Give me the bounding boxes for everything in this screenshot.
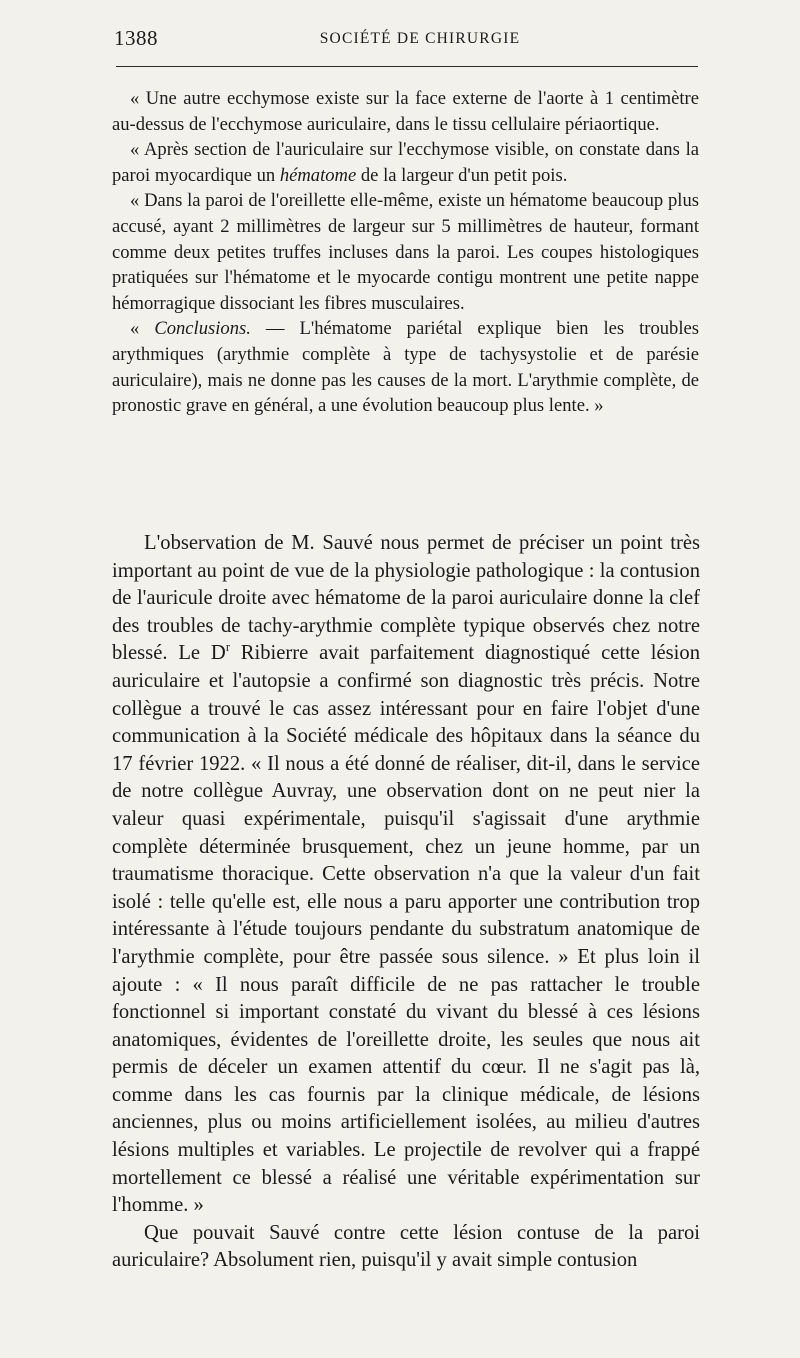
header-rule	[116, 66, 698, 67]
quote-text: «	[130, 318, 155, 340]
quote-text: « Après section de l'auriculaire sur l'ecchymose visible, on constate dans la paroi myocardique un	[112, 139, 699, 186]
body-text-run: Que pouvait Sauvé contre cette lésion contuse de la paroi auriculaire? Absolument rien, puisqu'il y avait simple contusion	[112, 1221, 700, 1272]
journal-title: SOCIÉTÉ DE CHIRURGIE	[319, 30, 521, 47]
quote-paragraph	[112, 188, 699, 316]
running-head	[114, 26, 698, 52]
quote-text: « Une autre ecchymose existe sur la face externe de l'aorte à 1 centimètre au-dessus de l'ecchymose auriculaire, dans le tissu cellulaire périaortique.	[112, 88, 699, 135]
superscript: r	[225, 640, 230, 655]
body-text-run: L'observation de M. Sauvé nous permet de préciser un point très important au point de vue de la physiologie pathologique : la contusion de l'auricule droite avec hématome de la paroi auriculaire donne la clef des troubles de tachy-arythmie complète typique observés chez notre blessé. Le D	[112, 532, 700, 665]
quote-text: « Dans la paroi de l'oreillette elle-même, existe un hématome beaucoup plus accusé, ayant 2 millimètres de largeur sur 5 millimètres de hauteur, formant comme deux petites truffes incluses dans la paroi. Les coupes histologiques pratiquées sur l'hématome et le myocarde contigu montrent une petite nappe hémorragique dissociant les fibres musculaires.	[112, 190, 699, 314]
body-paragraph	[112, 1220, 700, 1275]
page-number: 1388	[114, 26, 158, 50]
body-paragraph	[112, 530, 700, 1220]
quote-paragraph	[112, 137, 699, 188]
italic-term: hématome	[279, 164, 357, 186]
quote-paragraph	[112, 86, 699, 137]
body-text	[112, 530, 700, 1275]
quote-text: — L'hématome pariétal explique bien les troubles arythmiques (arythmie complète à type de tachysystolie et de parésie auriculaire), mais ne donne pas les causes de la mort. L'arythmie complète, de pronostic grave en général, a une évolution beaucoup plus lente. »	[112, 318, 700, 417]
quote-text: de la largeur d'un petit pois.	[356, 164, 568, 186]
quote-paragraph	[112, 316, 699, 418]
italic-heading: Conclusions.	[154, 318, 251, 340]
quoted-autopsy-report	[112, 86, 699, 419]
body-text-run: Ribierre avait parfaitement diagnostiqué cette lésion auriculaire et l'autopsie a confirmé son diagnostic très précis. Notre collègue a trouvé le cas assez intéressant pour en faire l'objet d'une communication à la Société médicale des hôpitaux dans la séance du 17 février 1922. « Il nous a été donné de réaliser, dit-il, dans le service de notre collègue Auvray, une observation dont on ne peut nier la valeur quasi expérimentale, puisqu'il s'agissait d'une arythmie complète déterminée brusquement, chez un jeune homme, par un traumatisme thoracique. Cette observation n'a que la valeur d'un fait isolé : telle qu'elle est, elle nous a paru apporter une contribution trop intéressante à l'étude toujours pendante du substratum anatomique de l'arythmie complète, pour être passée sous silence. » Et plus loin il ajoute : « Il nous paraît difficile de ne pas rattacher le trouble fonctionnel si important constaté du vivant du blessé à ces lésions anatomiques, évidentes de l'oreillette droite, les seules que nous ait permis de déceler un examen attentif du cœur. Il ne s'agit pas là, comme dans les cas fournis par la clinique médicale, de lésions anciennes, plus ou moins artificiellement isolées, au milieu d'autres lésions multiples et variables. Le projectile de revolver qui a frappé mortellement ce blessé a réalisé une véritable expérimentation sur l'homme. »	[112, 642, 700, 1217]
